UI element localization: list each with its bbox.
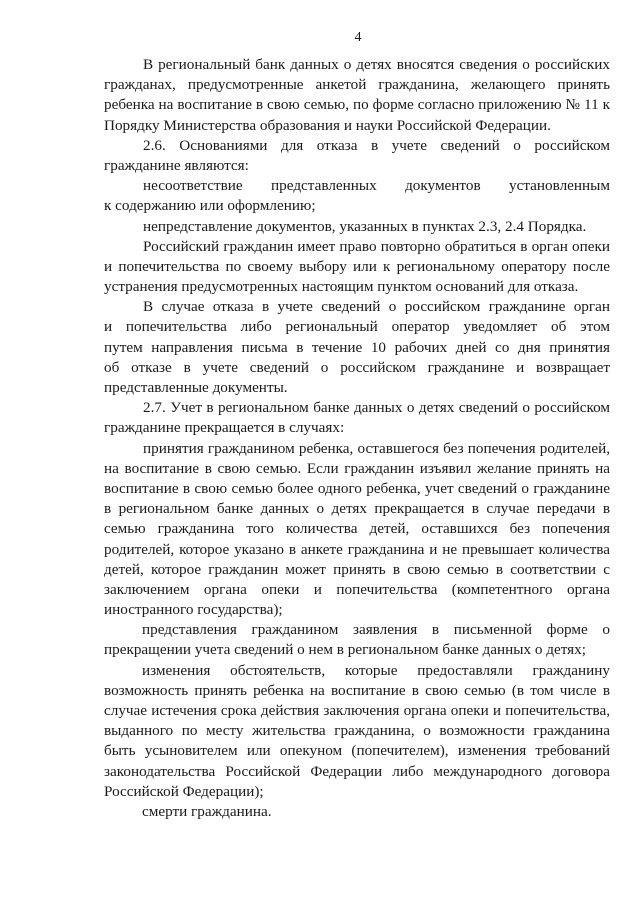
text-line: родителей, которое указано в анкете гражданина и не превышает количества (104, 540, 610, 558)
text-line: В региональный банк данных о детях вносятся сведения о российских (143, 56, 610, 73)
text-line: принятия гражданином ребенка, оставшегося без попечения родителей, (143, 439, 610, 457)
text-line: 2.7. Учет в региональном банке данных о детях сведений о российском (143, 399, 610, 417)
text-line: воспитание в свою семью более одного ребенка, учет сведений о гражданине (104, 479, 610, 497)
text-line: Порядку Министерства образования и науки Российской Федерации. (104, 116, 551, 134)
text-line: ребенка на воспитание в свою семью, по форме согласно приложению № 11 к (104, 96, 610, 114)
document-body (104, 55, 610, 822)
text-line: детей, которое гражданин может принять в свою семью в соответствии с (104, 560, 610, 578)
text-line: прекращении учета сведений о нем в региональном банке данных о детях; (104, 641, 586, 659)
text-line: быть усыновителем или опекуном (попечителем), изменения требований (104, 742, 610, 760)
text-line: выданного по месту жительства гражданина, о возможности гражданина (104, 722, 610, 740)
text-line: об отказе в учете сведений о российском гражданине и возвращает (104, 358, 610, 376)
text-line: случае истечения срока действия заключения органа опеки и попечительства, (104, 702, 610, 719)
text-line: и попечительства по своему выбору или к региональному оператору после (104, 257, 610, 275)
text-line: и попечительства либо региональный оператор уведомляет об этом (104, 318, 610, 336)
text-line: изменения обстоятельств, которые предоставляли гражданину (142, 661, 610, 679)
text-line: гражданине являются: (104, 156, 249, 174)
text-line: В случае отказа в учете сведений о российском гражданине орган (143, 298, 610, 316)
text-line: представления гражданином заявления в письменной форме о (142, 621, 610, 639)
text-line: к содержанию или оформлению; (104, 197, 316, 215)
text-line: на воспитание в свою семью. Если гражданин изъявил желание принять на (104, 459, 610, 477)
text-line: гражданине прекращается в случаях: (104, 419, 345, 437)
text-line: смерти гражданина. (142, 802, 272, 820)
text-line: заключением органа опеки и попечительства (компетентного органа (104, 580, 610, 598)
text-line: в региональном банке данных о детях прекращается в случае передачи в (104, 500, 610, 518)
text-line: Российский гражданин имеет право повторно обратиться в орган опеки (143, 237, 610, 255)
text-line: путем направления письма в течение 10 рабочих дней со дня принятия (104, 338, 610, 356)
text-line: 2.6. Основаниями для отказа в учете сведений о российском (143, 136, 610, 154)
page-number: 4 (354, 30, 362, 45)
text-line: иностранного государства); (104, 601, 283, 619)
text-line: законодательства Российской Федерации либо международного договора (104, 762, 610, 780)
text-line: гражданах, предусмотренные анкетой гражданина, желающего принять (104, 76, 610, 94)
text-line: Российской Федерации); (104, 782, 264, 800)
text-line: несоответствие представленных документов установленным (143, 177, 610, 195)
text-line: устранения предусмотренных настоящим пунктом оснований для отказа. (104, 278, 579, 296)
text-line: непредставление документов, указанных в пунктах 2.3, 2.4 Порядка. (143, 217, 587, 235)
text-line: представленные документы. (104, 379, 288, 396)
text-line: семью гражданина того количества детей, оставшихся без попечения (104, 520, 610, 538)
text-line: возможность принять ребенка на воспитание в свою семью (в том числе в (104, 681, 610, 699)
